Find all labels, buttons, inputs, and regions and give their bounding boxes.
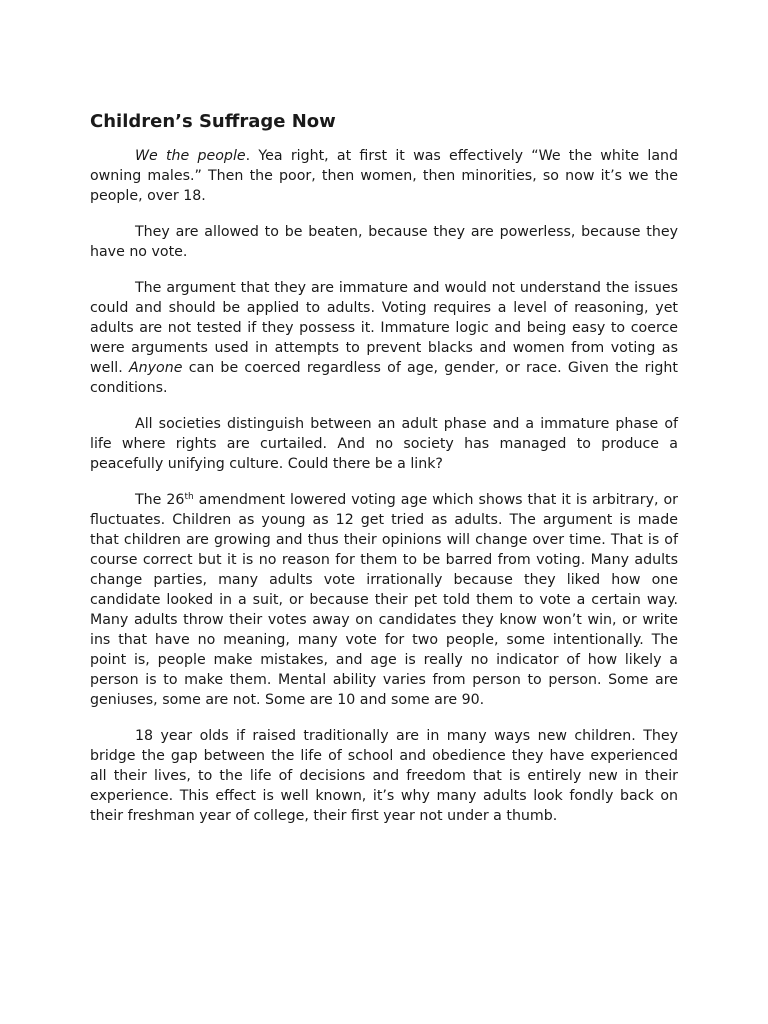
paragraph-3-text-a: The argument that they are immature and would not understand the issues could and should be applied to adults. Voting requires a level of reasoning, yet adults are not tested if they possess it. Immature logic and being easy to coerce were arguments used in attempts to prevent blacks and women from voting as well. — [90, 280, 678, 376]
paragraph-1-italic-lead: We the people — [135, 148, 246, 164]
paragraph-6: 18 year olds if raised traditionally are in many ways new children. They bridge the gap between the life of school and obedience they have experienced all their lives, to the life of decisions and freedom that is entirely new in their experience. This effect is well known, it’s why many adults look fondly back on their freshman year of college, their first year not under a thumb. — [90, 728, 678, 824]
document-title: Children’s Suffrage Now — [90, 111, 336, 132]
paragraph-1-text: . Yea right, at first it was effectively “We the white land owning males.” Then the poor, then women, then minorities, so now it’s we the people, over 18. — [90, 148, 679, 204]
paragraph-2: They are allowed to be beaten, because they are powerless, because they have no vote. — [90, 224, 678, 260]
paragraph-5-superscript: th — [184, 492, 194, 502]
paragraph-3-italic: Anyone — [128, 360, 183, 376]
paragraph-3-text-b: can be coerced regardless of age, gender, or race. Given the right conditions. — [90, 360, 678, 396]
paragraph-5-start: The 26 — [135, 492, 185, 508]
paragraph-5 — [90, 490, 678, 710]
paragraph-3 — [90, 278, 678, 398]
paragraph-1 — [90, 146, 678, 206]
paragraph-5-text: amendment lowered voting age which shows that it is arbitrary, or fluctuates. Children as young as 12 get tried as adults. The argument is made that children are growing and thus their opinions will change over time. That is of course correct but it is no reason for them to be barred from voting. Many adults change parties, many adults vote irrationally because they liked how one candidate looked in a suit, or because their pet told them to vote a certain way. Many adults throw their votes away on candidates they know won’t win, or write ins that have no meaning, many vote for two people, some intentionally. The point is, people make mistakes, and age is really no indicator of how likely a person is to make them. Mental ability varies from person to person. Some are geniuses, some are not. Some are 10 and some are 90. — [90, 492, 678, 708]
paragraph-4: All societies distinguish between an adult phase and a immature phase of life where rights are curtailed. And no society has managed to produce a peacefully unifying culture. Could there be a link? — [90, 416, 678, 472]
